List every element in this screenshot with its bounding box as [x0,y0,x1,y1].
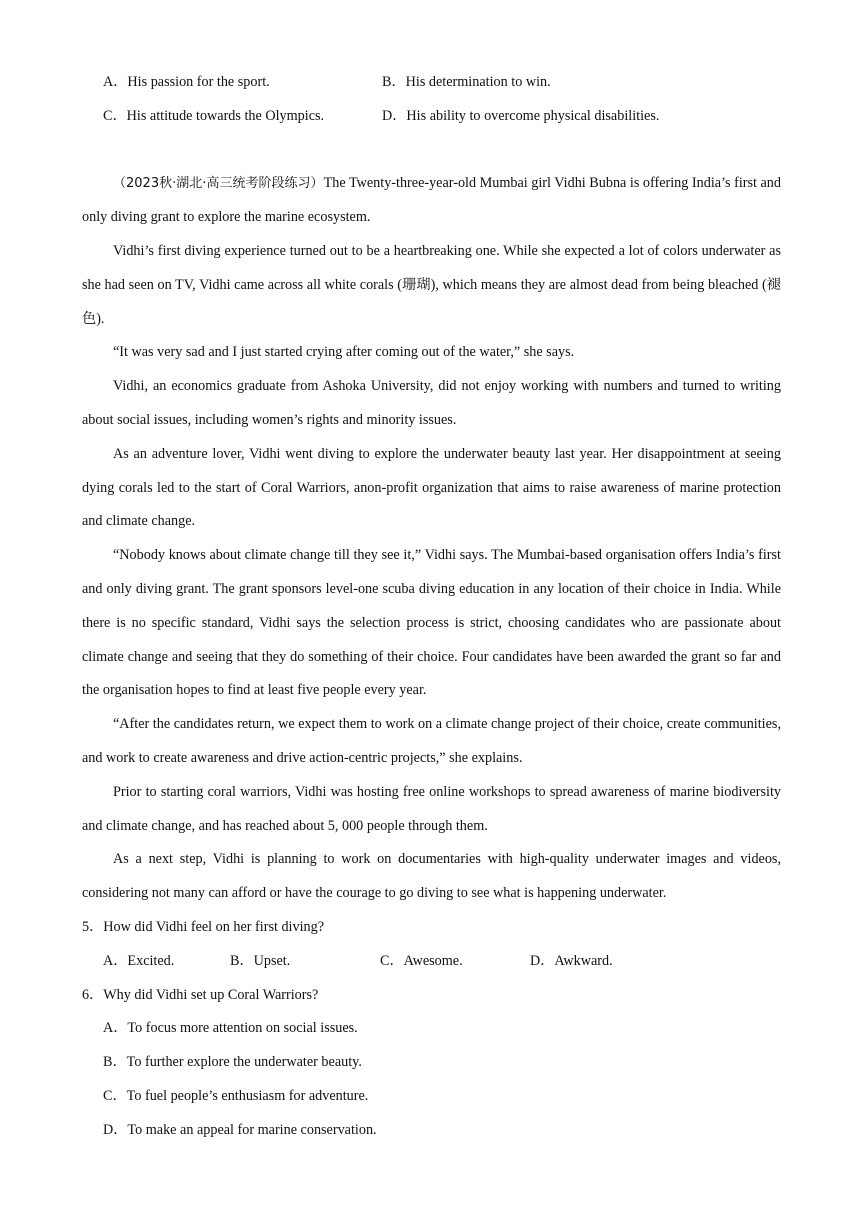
question-6-option-b: B．To further explore the underwater beauty. [103,1054,362,1071]
passage-paragraph-2: Vidhi’s first diving experience turned out to be a heartbreaking one. While she expected a lot of colors underwater as she had seen on TV, Vidhi came across all white corals (珊瑚), which means they are almost dead from being bleached (褪色). [82,242,781,327]
question-5-stem: 5．How did Vidhi feel on her first diving? [82,918,325,935]
option-b: B．His determination to win. [382,74,551,90]
passage-paragraph-5: As an adventure lover, Vidhi went diving to explore the underwater beauty last year. Her disappointment at seeing dying corals led to the start of Coral Warriors, anon-profit organization that aims to raise awareness of marine protection and climate change. [82,445,781,530]
passage-paragraph-9: As a next step, Vidhi is planning to work on documentaries with high-quality underwater images and videos, considering not many can afford or have the courage to go diving to see what is happening underwater. [82,851,781,902]
option-d: D．His ability to overcome physical disabilities. [382,107,660,124]
option-d: D．Awkward. [530,952,613,969]
option-c: C．Awesome. [380,952,463,969]
option-c: C．His attitude towards the Olympics. [103,107,325,124]
question-6-stem: 6．Why did Vidhi set up Coral Warriors? [82,986,319,1003]
option-a: A．Excited. [103,952,175,969]
passage-paragraph-3: “It was very sad and I just started crying after coming out of the water,” she says. [113,344,575,361]
spacer [82,134,781,168]
document-page [82,66,781,1148]
passage-paragraph-1 [82,167,781,235]
passage-paragraph-8: Prior to starting coral warriors, Vidhi was hosting free online workshops to spread awareness of marine biodiversity and climate change, and has reached about 5, 000 people through them. [82,783,781,834]
passage-paragraph-7: “After the candidates return, we expect them to work on a climate change project of their choice, create communities, and work to create awareness and drive action-centric projects,” she explains. [82,716,781,766]
passage-source: （2023秋·湖北·高三统考阶段练习） [113,176,324,192]
question-5-options [82,945,781,979]
option-a: A．His passion for the sport. [103,74,270,90]
passage-paragraph-6: “Nobody knows about climate change till they see it,” Vidhi says. The Mumbai-based organisation offers India’s first and only diving grant. The grant sponsors level-one scuba diving education in any location of their choice in India. While there is no specific standard, Vidhi says the selection process is strict, choosing candidates who are passionate about climate change and seeing that they do something of their choice. Four candidates have been awarded the grant so far and the organisation hopes to find at least five people every year. [82,547,781,699]
question-6-option-a: A．To focus more attention on social issues. [103,1020,358,1037]
question-6-option-c: C．To fuel people’s enthusiasm for adventure. [103,1087,369,1104]
option-b: B．Upset. [230,952,291,969]
prev-question-options-row-1 [82,66,781,100]
passage-paragraph-4: Vidhi, an economics graduate from Ashoka University, did not enjoy working with numbers and turned to writing about social issues, including women’s rights and minority issues. [82,378,781,428]
paragraph-text: The Twenty-three-year-old Mumbai girl Vidhi Bubna is offering India’s first and only diving grant to explore the marine ecosystem. [82,175,781,226]
question-6-option-d: D．To make an appeal for marine conservation. [103,1121,377,1138]
prev-question-options-row-2 [82,100,781,134]
